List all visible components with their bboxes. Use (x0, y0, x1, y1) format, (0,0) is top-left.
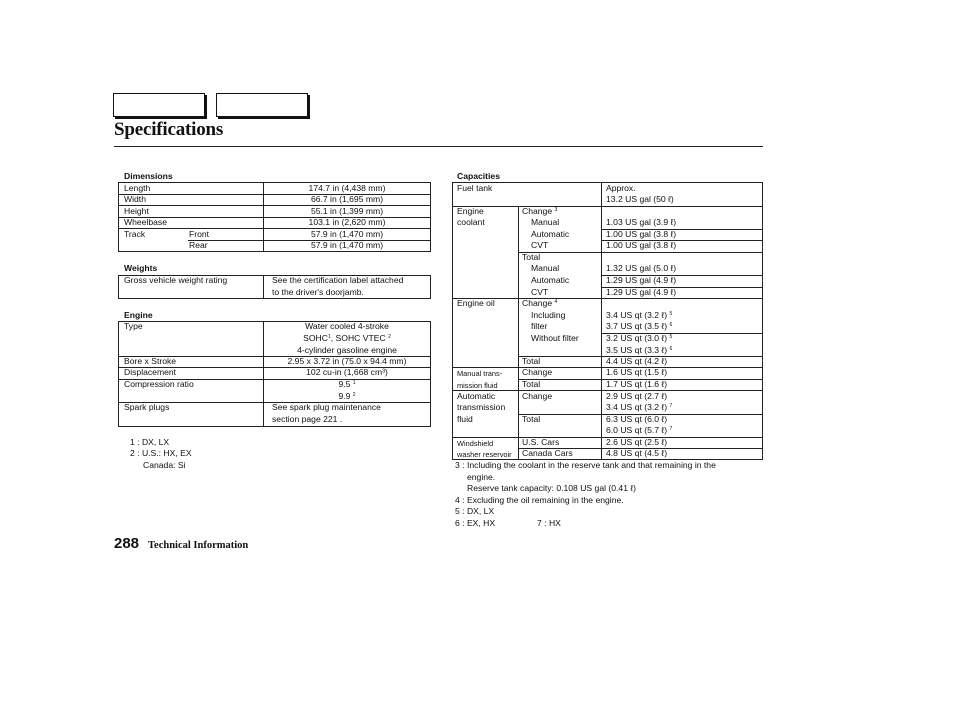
cap-coolant-label2: coolant (457, 217, 485, 227)
cap-coolant-total-auto: 1.29 US gal (4.9 ℓ) (606, 275, 677, 285)
section-label: Technical Information (148, 540, 249, 551)
cap-at-label3: fluid (457, 414, 473, 424)
engine-displacement-value: 102 cu-in (1,668 cm³) (306, 367, 388, 377)
engine-compression-value1: 9.5 $^1$ (338, 379, 356, 389)
engine-compression-value2: 9.9 $^2$ (338, 391, 356, 401)
cap-coolant-change-manual: 1.03 US gal (3.9 ℓ) (606, 217, 677, 227)
cap-mt-change-label: Change (522, 367, 553, 377)
footnote-2b: Canada: Si (143, 460, 186, 470)
cap-at-total-label: Total (522, 414, 541, 424)
cap-oil-inc-2: 3.7 US qt (3.5 ℓ) $^6$ (606, 321, 673, 331)
cap-oil-wo-1: 3.2 US qt (3.0 ℓ) $^5$ (606, 333, 673, 343)
cap-coolant-change-auto: 1.00 US gal (3.8 ℓ) (606, 229, 677, 239)
footnote-5: 5 : DX, LX (455, 506, 495, 516)
engine-type-line2: SOHC$^1$, SOHC VTEC $^2$ (303, 333, 391, 343)
cap-ww-us-label: U.S. Cars (522, 437, 560, 447)
nav-button-prev[interactable] (113, 93, 205, 117)
engine-sparkplug-line1: See spark plug maintenance (272, 402, 381, 412)
cap-fuel-v1: Approx. (606, 183, 636, 193)
engine-compression-label: Compression ratio (124, 379, 194, 389)
dim-label-track-front: Front (189, 229, 210, 239)
cap-ww-ca-label: Canada Cars (522, 448, 573, 458)
dim-label-width: Width (124, 194, 146, 204)
title-divider (114, 146, 763, 147)
dim-value-width: 66.7 in (1,695 mm) (310, 194, 384, 204)
dim-label-height: Height (124, 206, 149, 216)
cap-ww-label2: washer reservoir (457, 450, 512, 459)
cap-at-change-2: 3.4 US qt (3.2 ℓ) $^7$ (606, 402, 673, 412)
cap-oil-wo-2: 3.5 US qt (3.3 ℓ) $^6$ (606, 345, 673, 355)
cap-coolant-change-cvt-label: CVT (531, 240, 549, 250)
weights-label: Gross vehicle weight rating (124, 275, 228, 285)
engine-sparkplug-line2: section page 221 . (272, 414, 343, 424)
cap-ww-ca: 4.8 US qt (4.5 ℓ) (606, 448, 668, 458)
dim-value-track-front: 57.9 in (1,470 mm) (310, 229, 384, 239)
cap-ww-us: 2.6 US qt (2.5 ℓ) (606, 437, 668, 447)
cap-coolant-label1: Engine (457, 206, 484, 216)
footnote-3a: 3 : Including the coolant in the reserve tank and that remaining in the (455, 460, 716, 470)
engine-sparkplug-label: Spark plugs (124, 402, 170, 412)
cap-at-change-label: Change (522, 391, 553, 401)
cap-oil-total-label: Total (522, 356, 541, 366)
engine-bore-value: 2.95 x 3.72 in (75.0 x 94.4 mm) (287, 356, 407, 366)
cap-mt-label1: Manual trans- (457, 369, 503, 378)
cap-at-total-1: 6.3 US qt (6.0 ℓ) (606, 414, 668, 424)
cap-oil-inc-1: 3.4 US qt (3.2 ℓ) $^5$ (606, 310, 673, 320)
cap-at-change-1: 2.9 US qt (2.7 ℓ) (606, 391, 668, 401)
dim-label-wheelbase: Wheelbase (124, 217, 167, 227)
cap-at-total-2: 6.0 US qt (5.7 ℓ) $^7$ (606, 425, 673, 435)
engine-bore-label: Bore x Stroke (124, 356, 177, 366)
cap-at-label2: transmission (457, 402, 506, 412)
page-title: Specifications (114, 119, 224, 140)
footnote-3b: engine. (467, 472, 496, 482)
cap-coolant-change-cvt: 1.00 US gal (3.8 ℓ) (606, 240, 677, 250)
engine-type-line3: 4-cylinder gasoline engine (297, 345, 397, 355)
cap-oil-filter: filter (531, 321, 548, 331)
cap-coolant-total-auto-label: Automatic (531, 275, 570, 285)
dim-label-track-rear: Rear (189, 240, 208, 250)
cap-coolant-total-manual: 1.32 US gal (5.0 ℓ) (606, 263, 677, 273)
cap-fuel-label: Fuel tank (457, 183, 493, 193)
engine-type-label: Type (124, 321, 143, 331)
cap-at-label1: Automatic (457, 391, 496, 401)
dim-value-length: 174.7 in (4,438 mm) (308, 183, 386, 193)
cap-fuel-v2: 13.2 US gal (50 ℓ) (606, 194, 674, 204)
page-number: 288 (114, 535, 140, 552)
cap-coolant-change-manual-label: Manual (531, 217, 560, 227)
nav-button-next[interactable] (216, 93, 308, 117)
engine-displacement-label: Displacement (124, 367, 177, 377)
cap-ww-label1: Windshield (457, 439, 494, 448)
dimensions-heading: Dimensions (124, 171, 173, 181)
engine-type-line1: Water cooled 4-stroke (305, 321, 389, 331)
footnote-3c: Reserve tank capacity: 0.108 US gal (0.41 ℓ) (467, 483, 637, 493)
cap-oil-total: 4.4 US qt (4.2 ℓ) (606, 356, 668, 366)
weights-value-line2: to the driver's doorjamb. (272, 287, 364, 297)
cap-mt-change: 1.6 US qt (1.5 ℓ) (606, 367, 668, 377)
cap-coolant-total-cvt: 1.29 US gal (4.9 ℓ) (606, 287, 677, 297)
dim-label-length: Length (124, 183, 151, 193)
dim-value-height: 55.1 in (1,399 mm) (310, 206, 384, 216)
engine-heading: Engine (124, 310, 153, 320)
cap-coolant-total: Total (522, 252, 541, 262)
footnote-4: 4 : Excluding the oil remaining in the engine. (455, 495, 624, 505)
capacities-heading: Capacities (457, 171, 500, 181)
weights-heading: Weights (124, 263, 158, 273)
cap-mt-label2: mission fluid (457, 381, 498, 390)
cap-oil-without-filter: Without filter (531, 333, 579, 343)
footnote-1: 1 : DX, LX (130, 437, 170, 447)
cap-mt-total: 1.7 US qt (1.6 ℓ) (606, 379, 668, 389)
cap-oil-change: Change $^4$ (522, 298, 558, 308)
cap-coolant-total-cvt-label: CVT (531, 287, 549, 297)
dim-label-track: Track (124, 229, 146, 239)
footnote-2: 2 : U.S.: HX, EX (130, 448, 192, 458)
cap-mt-total-label: Total (522, 379, 541, 389)
cap-coolant-change-auto-label: Automatic (531, 229, 570, 239)
weights-value-line1: See the certification label attached (272, 275, 404, 285)
cap-oil-including: Including (531, 310, 566, 320)
dim-value-wheelbase: 103.1 in (2,620 mm) (308, 217, 386, 227)
cap-coolant-change: Change $^3$ (522, 206, 558, 216)
cap-oil-label: Engine oil (457, 298, 495, 308)
dim-value-track-rear: 57.9 in (1,470 mm) (310, 240, 384, 250)
footnote-6: 6 : EX, HX (455, 518, 496, 528)
footnote-7: 7 : HX (537, 518, 561, 528)
cap-coolant-total-manual-label: Manual (531, 263, 560, 273)
